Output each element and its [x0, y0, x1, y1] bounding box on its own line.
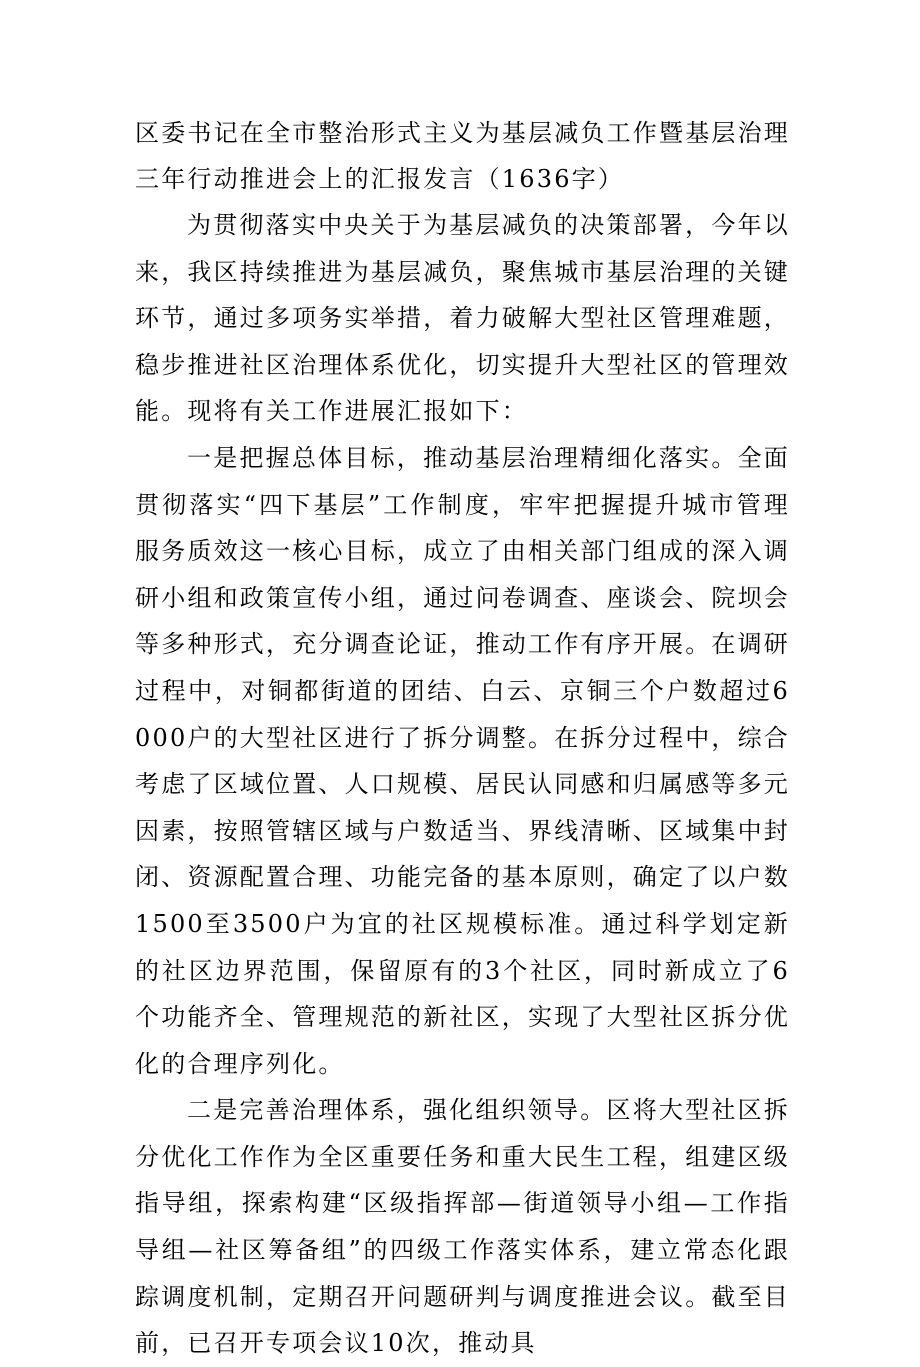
- paragraph-intro: 为贯彻落实中央关于为基层减负的决策部署，今年以来，我区持续推进为基层减负，聚焦城市基层治理的关键环节，通过多项务实举措，着力破解大型社区管理难题，稳步推进社区治理体系优化，切实提升大型社区的管理效能。现将有关工作进展汇报如下：: [135, 211, 790, 426]
- paragraph-point-two: 二是完善治理体系，强化组织领导。区将大型社区拆分优化工作作为全区重要任务和重大民生工程，组建区级指导组，探索构建“区级指挥部—街道领导小组—工作指导组—社区筹备组”的四级工作落实体系，建立常态化跟踪调度机制，定期召开问题研判与调度推进会议。截至目前，已召开专项会议10次，推动具: [135, 1096, 790, 1358]
- document-page: [135, 110, 790, 1367]
- document-title: 区委书记在全市整治形式主义为基层减负工作暨基层治理三年行动推进会上的汇报发言（1636字）: [135, 119, 790, 193]
- paragraph-point-one: 一是把握总体目标，推动基层治理精细化落实。全面贯彻落实“四下基层”工作制度，牢牢把握提升城市管理服务质效这一核心目标，成立了由相关部门组成的深入调研小组和政策宣传小组，通过问卷调查、座谈会、院坝会等多种形式，充分调查论证，推动工作有序开展。在调研过程中，对铜都街道的团结、白云、京铜三个户数超过6000户的大型社区进行了拆分调整。在拆分过程中，综合考虑了区域位置、人口规模、居民认同感和归属感等多元因素，按照管辖区域与户数适当、界线清晰、区域集中封闭、资源配置合理、功能完备的基本原则，确定了以户数1500至3500户为宜的社区规模标准。通过科学划定新的社区边界范围，保留原有的3个社区，同时新成立了6个功能齐全、管理规范的新社区，实现了大型社区拆分优化的合理序列化。: [135, 443, 791, 1078]
